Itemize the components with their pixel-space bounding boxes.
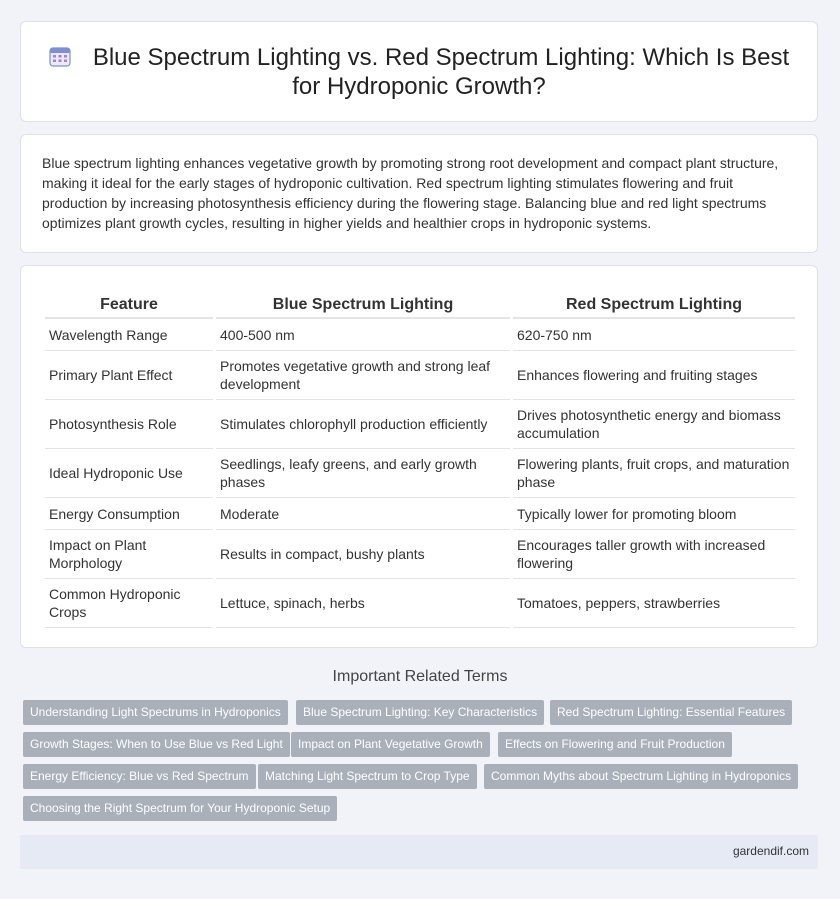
row-red-value: Drives photosynthetic energy and biomass accumulation — [513, 400, 795, 449]
related-tag[interactable]: Red Spectrum Lighting: Essential Features — [550, 700, 792, 725]
row-blue-value: Seedlings, leafy greens, and early growth phases — [216, 449, 510, 498]
row-red-value: Encourages taller growth with increased flowering — [513, 530, 795, 579]
table-header-row — [45, 292, 795, 319]
row-blue-value: Promotes vegetative growth and strong leaf development — [216, 351, 510, 400]
header-red: Red Spectrum Lighting — [513, 292, 795, 319]
footer — [20, 835, 818, 869]
row-red-value: Tomatoes, peppers, strawberries — [513, 579, 795, 628]
row-feature: Energy Consumption — [45, 498, 213, 530]
row-feature: Common Hydroponic Crops — [45, 579, 213, 628]
page-title — [21, 43, 817, 101]
title-card — [20, 21, 818, 122]
table-row — [45, 400, 795, 449]
row-feature: Ideal Hydroponic Use — [45, 449, 213, 498]
footer-site-link[interactable]: gardendif.com — [732, 844, 809, 858]
table-row — [45, 579, 795, 628]
related-tag[interactable]: Matching Light Spectrum to Crop Type — [258, 764, 477, 789]
row-feature: Wavelength Range — [45, 319, 213, 351]
row-blue-value: Stimulates chlorophyll production efficiently — [216, 400, 510, 449]
row-feature: Impact on Plant Morphology — [45, 530, 213, 579]
comparison-card — [20, 265, 818, 648]
title-line-1: Blue Spectrum Lighting vs. Red Spectrum Lighting: Which Is Best — [92, 44, 790, 71]
related-tag[interactable]: Growth Stages: When to Use Blue vs Red Light — [23, 732, 290, 757]
calendar-icon — [49, 45, 71, 67]
intro-card — [20, 134, 818, 253]
related-tag[interactable]: Effects on Flowering and Fruit Production — [498, 732, 732, 757]
row-feature: Photosynthesis Role — [45, 400, 213, 449]
row-blue-value: Results in compact, bushy plants — [216, 530, 510, 579]
row-blue-value: 400-500 nm — [216, 319, 510, 351]
table-row — [45, 319, 795, 351]
table-row — [45, 530, 795, 579]
related-tag[interactable]: Understanding Light Spectrums in Hydroponics — [23, 700, 288, 725]
row-red-value: Typically lower for promoting bloom — [513, 498, 795, 530]
comparison-table — [42, 292, 798, 628]
table-row — [45, 449, 795, 498]
related-tag[interactable]: Impact on Plant Vegetative Growth — [291, 732, 490, 757]
row-blue-value: Lettuce, spinach, herbs — [216, 579, 510, 628]
related-tag[interactable]: Choosing the Right Spectrum for Your Hydroponic Setup — [23, 796, 337, 821]
related-tag[interactable]: Energy Efficiency: Blue vs Red Spectrum — [23, 764, 256, 789]
table-row — [45, 351, 795, 400]
row-red-value: Flowering plants, fruit crops, and maturation phase — [513, 449, 795, 498]
row-feature: Primary Plant Effect — [45, 351, 213, 400]
header-blue: Blue Spectrum Lighting — [216, 292, 510, 319]
row-red-value: Enhances flowering and fruiting stages — [513, 351, 795, 400]
table-row — [45, 498, 795, 530]
intro-paragraph: Blue spectrum lighting enhances vegetative growth by promoting strong root development and compact plant structure, making it ideal for the early stages of hydroponic cultivation. Red spectrum lighting stimulates flowering and fruit production by increasing photosynthesis efficiency during the flowering stage. Balancing blue and red light spectrums optimizes plant growth cycles, resulting in higher yields and healthier crops in hydroponic systems. — [42, 155, 779, 231]
related-terms-heading: Important Related Terms — [332, 668, 508, 685]
title-line-2: for Hydroponic Growth? — [292, 73, 546, 100]
related-tag[interactable]: Blue Spectrum Lighting: Key Characteristics — [296, 700, 544, 725]
header-feature: Feature — [45, 292, 213, 319]
related-tag[interactable]: Common Myths about Spectrum Lighting in Hydroponics — [484, 764, 798, 789]
row-red-value: 620-750 nm — [513, 319, 795, 351]
row-blue-value: Moderate — [216, 498, 510, 530]
